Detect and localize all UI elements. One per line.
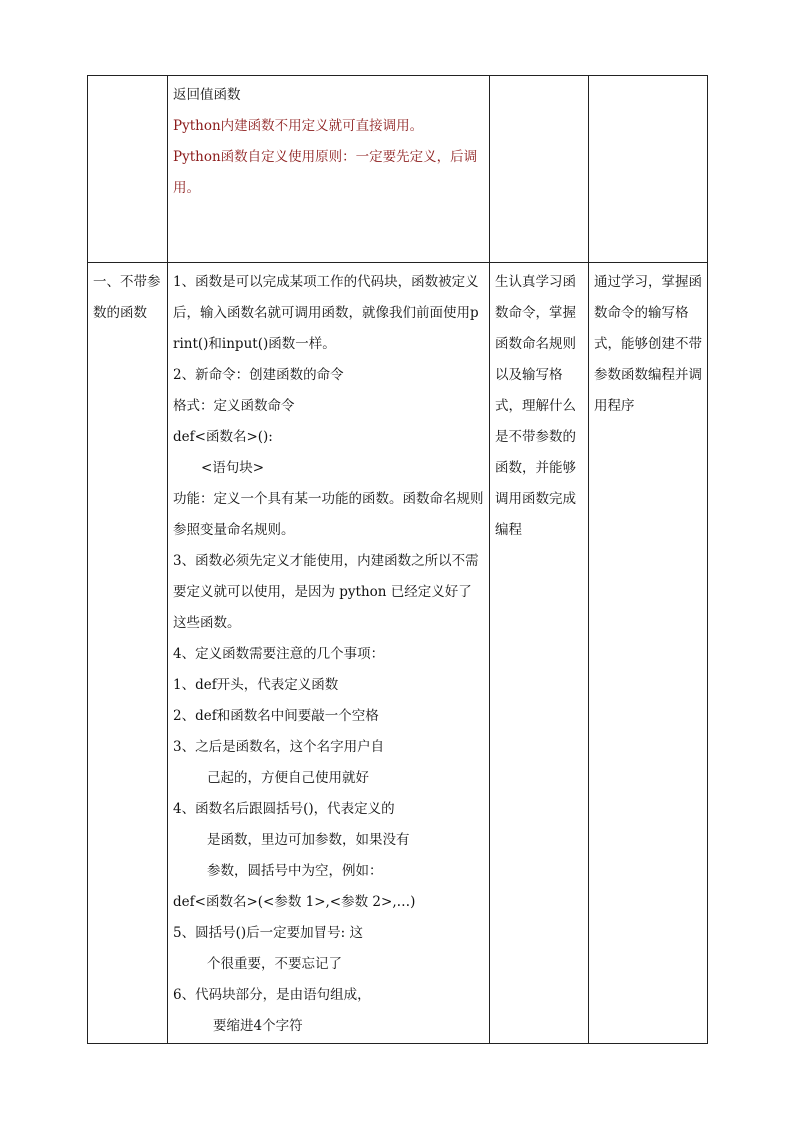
lesson-plan-table	[87, 75, 708, 1044]
content-line: 3、之后是函数名，这个名字用户自	[173, 739, 385, 755]
content-line: 己起的，方便自己使用就好	[207, 770, 369, 786]
content-line: 2、def和函数名中间要敲一个空格	[173, 708, 379, 724]
content-cell	[168, 76, 490, 263]
content-line: 个很重要，不要忘记了	[207, 956, 342, 972]
content-line: def<函数名>():	[173, 429, 273, 445]
content-line: 3、函数必须先定义才能使用，内建函数之所以不需要定义就可以使用，是因为 python 已经定义好了这些函数。	[173, 553, 479, 631]
content-line: 1、def开头，代表定义函数	[173, 677, 339, 693]
content-line: 是函数，里边可加参数，如果没有	[207, 832, 410, 848]
content-line: 返回值函数	[173, 87, 241, 103]
content-line: <语句块>	[201, 460, 265, 476]
topic-cell	[88, 76, 168, 263]
student-activity-cell: 生认真学习函数命令，掌握函数命名规则以及输写格式，理解什么是不带参数的函数，并能够调用函数完成编程	[490, 263, 589, 1044]
content-line: 4、函数名后跟圆括号()，代表定义的	[173, 801, 395, 817]
design-intent-cell: 通过学习，掌握函数命令的输写格式，能够创建不带参数函数编程并调用程序	[589, 263, 708, 1044]
design-intent-cell	[589, 76, 708, 263]
content-line: Python函数自定义使用原则：一定要先定义，后调用。	[173, 149, 478, 196]
content-line: 要缩进4个字符	[213, 1018, 303, 1034]
table-row	[88, 263, 708, 1044]
topic-cell: 一、不带参数的函数	[88, 263, 168, 1044]
table-row	[88, 76, 708, 263]
content-line: 1、函数是可以完成某项工作的代码块，函数被定义后，输入函数名就可调用函数，就像我们前面使用print()和input()函数一样。	[173, 274, 479, 352]
content-line: 功能：定义一个具有某一功能的函数。函数命名规则参照变量命名规则。	[173, 491, 484, 538]
content-line: 4、定义函数需要注意的几个事项：	[173, 646, 385, 662]
content-line: def<函数名>(<参数 1>,<参数 2>,…)	[173, 894, 416, 910]
content-line: 5、圆括号()后一定要加冒号: 这	[173, 925, 363, 941]
student-activity-cell	[490, 76, 589, 263]
content-line: 参数，圆括号中为空，例如：	[207, 863, 383, 879]
content-cell	[168, 263, 490, 1044]
content-line: 6、代码块部分，是由语句组成，	[173, 987, 371, 1003]
content-line: 格式：定义函数命令	[173, 398, 295, 414]
content-line: Python内建函数不用定义就可直接调用。	[173, 118, 424, 134]
content-line: 2、新命令：创建函数的命令	[173, 367, 344, 383]
